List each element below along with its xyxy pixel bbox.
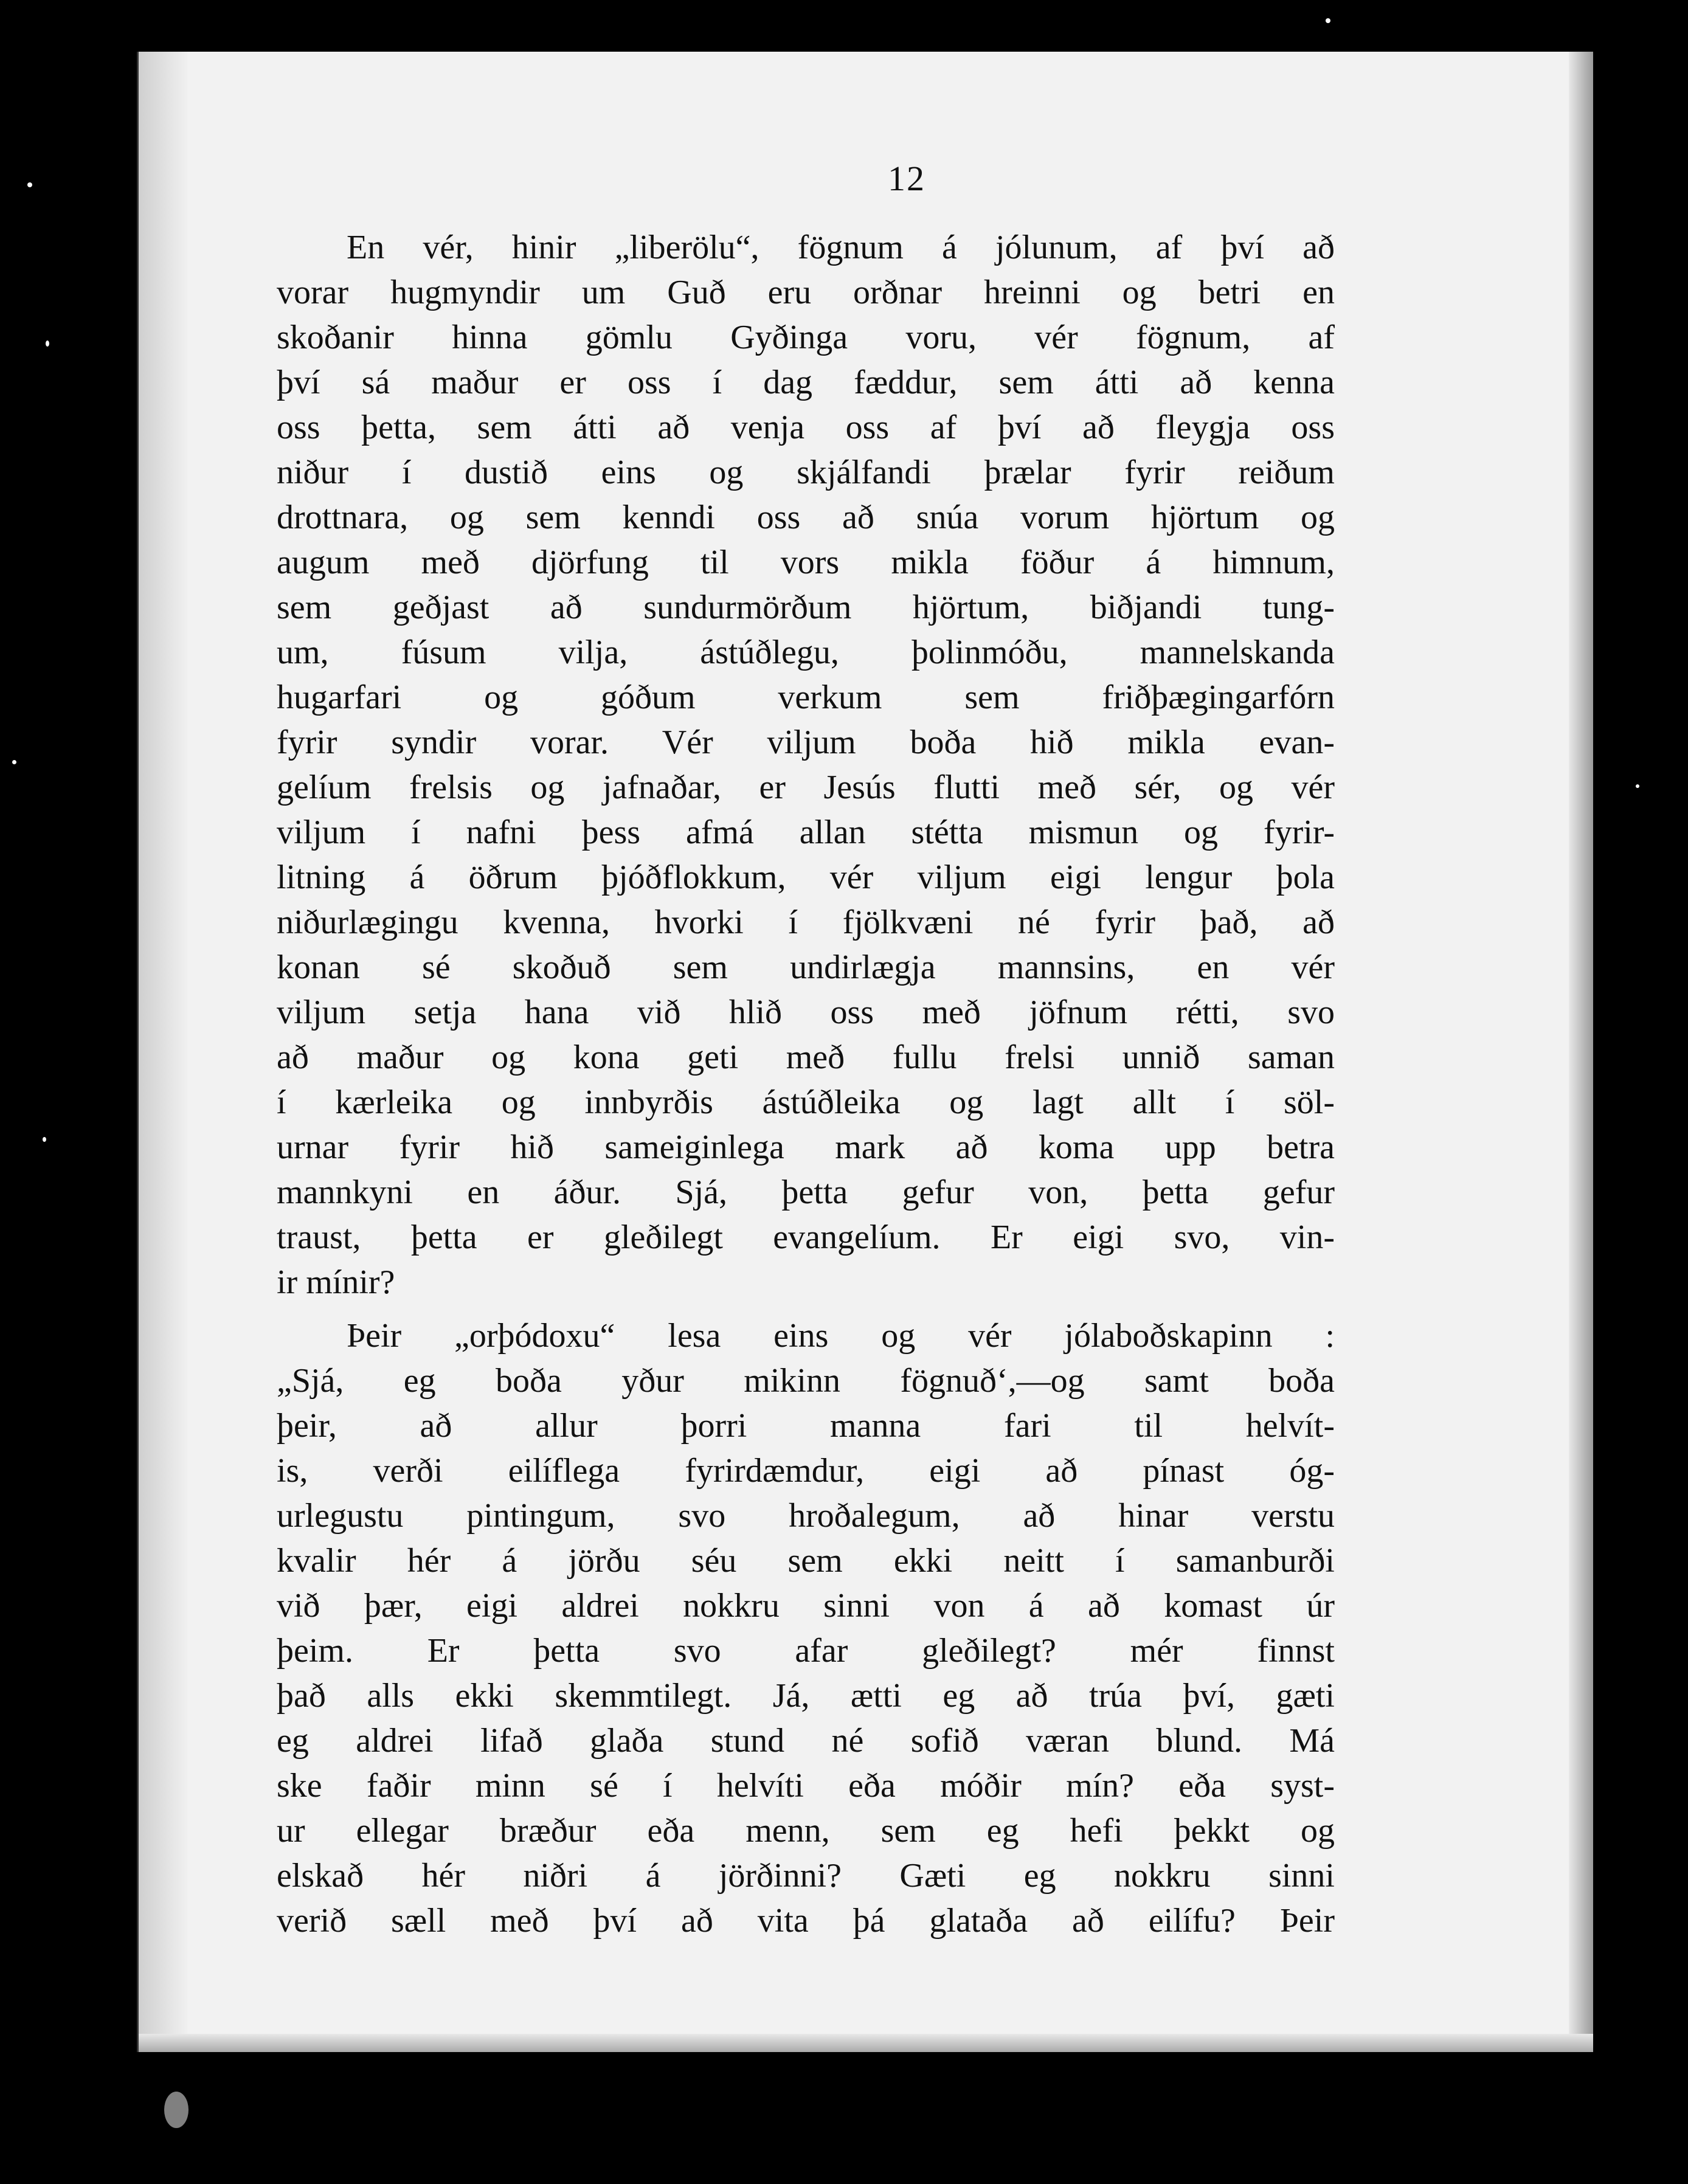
text-line: fyrir syndir vorar. Vér viljum boða hið mikla evan-	[277, 724, 1335, 761]
scan-speck	[1636, 784, 1639, 788]
text-line: niðurlægingu kvenna, hvorki í fjölkvæni né fyrir það, að	[277, 904, 1335, 941]
text-line: traust, þetta er gleðilegt evangelíum. Er eigi svo, vin-	[277, 1218, 1335, 1256]
text-line: ur ellegar bræður eða menn, sem eg hefi þekkt og	[277, 1812, 1335, 1850]
text-line: drottnara, og sem kenndi oss að snúa vorum hjörtum og	[277, 499, 1335, 536]
text-line: viljum í nafni þess afmá allan stétta mismun og fyrir-	[277, 814, 1335, 851]
text-line: Þeir „orþódoxu“ lesa eins og vér jólaboðskapinn :	[347, 1317, 1335, 1355]
scan-speck	[43, 1137, 46, 1142]
scan-speck	[1326, 18, 1330, 23]
text-line: viljum setja hana við hlið oss með jöfnum rétti, svo	[277, 994, 1335, 1031]
text-line: við þær, eigi aldrei nokkru sinni von á að komast úr	[277, 1587, 1335, 1625]
text-line: augum með djörfung til vors mikla föður á himnum,	[277, 544, 1335, 581]
scan-speck	[12, 760, 16, 764]
page-gutter-shadow	[139, 52, 187, 2052]
page-bottom-edge	[139, 2034, 1593, 2052]
text-line: um, fúsum vilja, ástúðlegu, þolinmóðu, mannelskanda	[277, 634, 1335, 671]
page-edge-shadow	[1569, 52, 1593, 2052]
text-line: elskað hér niðri á jörðinni? Gæti eg nokkru sinni	[277, 1857, 1335, 1895]
text-line: gelíum frelsis og jafnaðar, er Jesús flutti með sér, og vér	[277, 769, 1335, 806]
text-line: kvalir hér á jörðu séu sem ekki neitt í samanburði	[277, 1542, 1335, 1580]
text-line: ske faðir minn sé í helvíti eða móðir mín? eða syst-	[277, 1767, 1335, 1805]
page-number: 12	[888, 159, 925, 198]
text-line: að maður og kona geti með fullu frelsi unnið saman	[277, 1038, 1335, 1076]
text-line: „Sjá, eg boða yður mikinn fögnuð‘,—og samt boða	[277, 1362, 1335, 1400]
text-line: skoðanir hinna gömlu Gyðinga voru, vér fögnum, af	[277, 319, 1335, 356]
text-line: sem geðjast að sundurmörðum hjörtum, biðjandi tung-	[277, 589, 1335, 626]
text-line: konan sé skoðuð sem undirlægja mannsins, en vér	[277, 949, 1335, 986]
text-line: því sá maður er oss í dag fæddur, sem átti að kenna	[277, 364, 1335, 401]
text-line: oss þetta, sem átti að venja oss af því að fleygja oss	[277, 409, 1335, 446]
text-line: í kærleika og innbyrðis ástúðleika og lagt allt í söl-	[277, 1083, 1335, 1121]
text-line: ir mínir?	[277, 1263, 395, 1301]
scan-speck	[46, 340, 49, 347]
text-line: eg aldrei lifað glaða stund né sofið væran blund. Má	[277, 1722, 1335, 1760]
text-line: þeir, að allur þorri manna fari til helvít-	[277, 1407, 1335, 1445]
text-line: niður í dustið eins og skjálfandi þrælar fyrir reiðum	[277, 454, 1335, 491]
text-line: En vér, hinir „liberölu“, fögnum á jólunum, af því að	[347, 229, 1335, 266]
text-line: urlegustu pintingum, svo hroðalegum, að hinar verstu	[277, 1497, 1335, 1535]
body-text	[277, 225, 1335, 1943]
text-line: það alls ekki skemmtilegt. Já, ætti eg að trúa því, gæti	[277, 1677, 1335, 1715]
text-line: vorar hugmyndir um Guð eru orðnar hreinni og betri en	[277, 274, 1335, 311]
text-line: urnar fyrir hið sameiginlega mark að koma upp betra	[277, 1128, 1335, 1166]
text-line: mannkyni en áður. Sjá, þetta gefur von, þetta gefur	[277, 1173, 1335, 1211]
text-line: verið sæll með því að vita þá glataða að eilífu? Þeir	[277, 1902, 1335, 1940]
scan-speck	[27, 182, 32, 187]
text-line: þeim. Er þetta svo afar gleðilegt? mér finnst	[277, 1632, 1335, 1670]
text-line: litning á öðrum þjóðflokkum, vér viljum eigi lengur þola	[277, 859, 1335, 896]
text-line: is, verði eilíflega fyrirdæmdur, eigi að pínast óg-	[277, 1452, 1335, 1490]
scan-speck	[164, 2092, 189, 2128]
text-line: hugarfari og góðum verkum sem friðþægingarfórn	[277, 679, 1335, 716]
